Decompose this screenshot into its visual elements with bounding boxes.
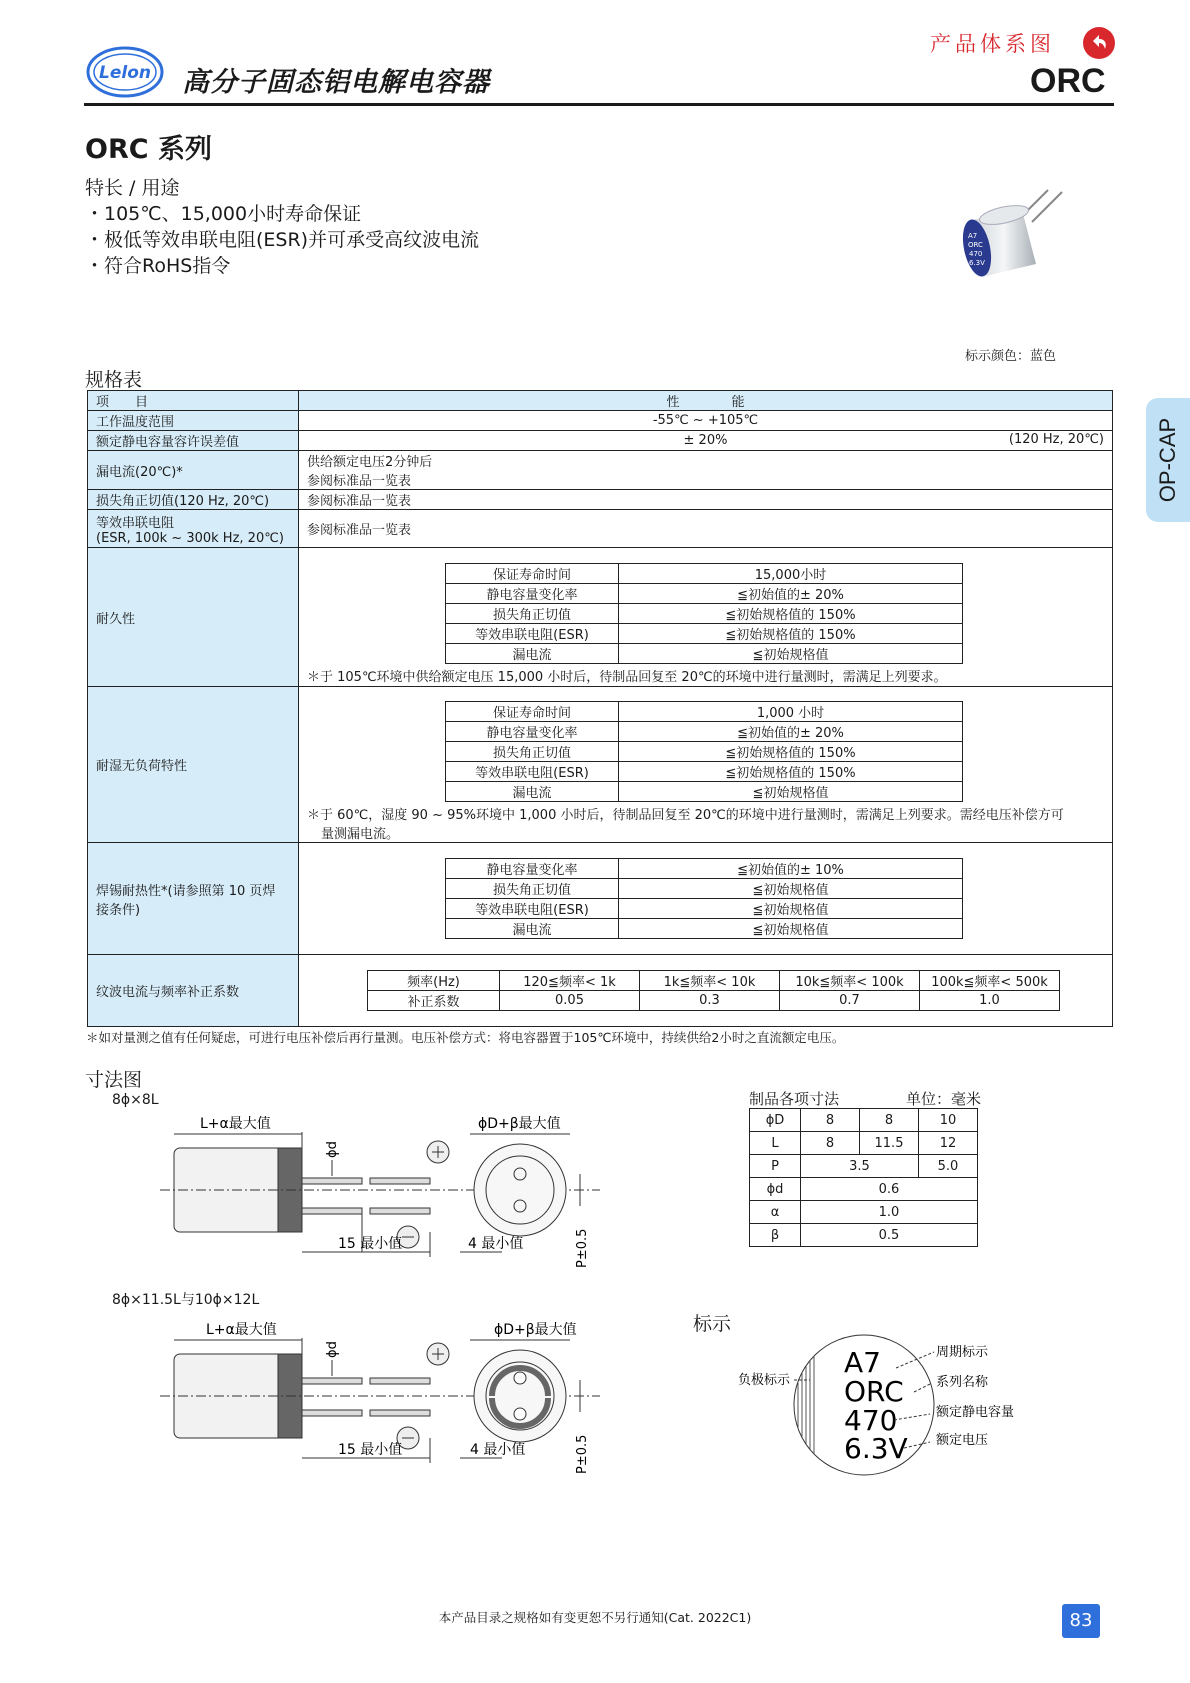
inner-label: 漏电流 [446,644,619,664]
cap-tol-cell [299,431,1113,451]
cap-mark-line: ORC [968,241,983,249]
inner-label: 等效串联电阻(ESR) [446,899,619,919]
feature-item: ・105℃、15,000小时寿命保证 [85,203,362,225]
inner-value: ≦初始值的± 20% [619,584,963,604]
inner-value: ≦初始规格值 [619,899,963,919]
ripple-cell-value: 1.0 [920,991,1060,1011]
inner-label: 保证寿命时间 [446,702,619,722]
ripple-head: 120≦频率< 1k [500,971,640,991]
humidity-cell [299,687,1113,843]
cap-mark-line: A7 [968,232,978,240]
dim-table-title: 制品各项寸法 [749,1090,840,1108]
series-code: ORC [1030,62,1106,100]
tan-value: 参阅标准品一览表 [299,490,1113,510]
row-label-cell [88,843,299,955]
cap-tol-value: ± 20% [683,433,728,448]
inner-label: 静电容量变化率 [446,722,619,742]
row-label: (ESR, 100k ~ 300k Hz, 20℃) [96,530,284,546]
row-label: 接条件) [96,902,141,918]
ripple-cell-value: 0.7 [780,991,920,1011]
inner-value: ≦初始规格值 [619,782,963,802]
inner-label: 保证寿命时间 [446,564,619,584]
feature-item: ・符合RoHS指令 [85,255,231,277]
ripple-cell [299,955,1113,1027]
ripple-head: 10k≦频率< 100k [780,971,920,991]
lelon-logo [86,46,164,98]
spec-footnote: ＊如对量测之值有任何疑虑，可进行电压补偿后再行量测。电压补偿方式：将电容器置于105℃环境中，持续供给2小时之直流额定电压。 [86,1030,845,1045]
ripple-head: 1k≦频率< 10k [640,971,780,991]
dim-cell: 0.6 [801,1178,978,1201]
marking-diagram [734,1330,1024,1480]
ripple-cell-value: 0.3 [640,991,780,1011]
mark-line-3: 470 [844,1404,898,1437]
op-temp-value: -55℃ ~ +105℃ [299,411,1113,431]
l-max-label: L+α最大值 [200,1116,271,1132]
inner-label: 静电容量变化率 [446,584,619,604]
inner-value: ≦初始规格值 [619,919,963,939]
inner-value: ≦初始值的± 10% [619,859,963,879]
inner-value: ≦初始规格值 [619,879,963,899]
marking-item: 周期标示 [936,1345,989,1360]
dimension-drawing-large [160,1318,600,1478]
dim-cell: 10 [919,1109,978,1132]
mark-line-1: A7 [844,1346,881,1379]
back-arrow-icon [1083,27,1115,59]
endurance-note: ＊于 105℃环境中供给额定电压 15,000 小时后，待制品回复至 20℃的环境中进行量测时，需满足上列要求。 [307,670,947,685]
ripple-cell-value: 补正系数 [368,991,500,1011]
inner-value: 1,000 小时 [619,702,963,722]
mark-line-2: ORC [844,1375,904,1408]
solder-table [445,858,963,939]
p-tol-label: P±0.5 [575,1434,590,1474]
dim-cell: 12 [919,1132,978,1155]
row-label: 损失角正切值(120 Hz, 20℃) [88,490,299,510]
humidity-note: ＊于 60℃，湿度 90 ~ 95%环境中 1,000 小时后，待制品回复至 20℃的环境中进行量测时，需满足上列要求。需经电压补偿方可 [307,808,1064,823]
dimension-table [749,1108,978,1247]
row-label: 纹波电流与频率补正系数 [88,955,299,1027]
capacitor-image [952,186,1074,288]
marking-item: 额定静电容量 [936,1405,1015,1420]
row-label: 耐湿无负荷特性 [88,687,299,843]
inner-value: ≦初始值的± 20% [619,722,963,742]
dim-cell: 8 [801,1109,860,1132]
dim-cell: L [750,1132,801,1155]
inner-label: 漏电流 [446,919,619,939]
marking-item: 系列名称 [936,1375,989,1390]
d-max-label: ϕD+β最大值 [494,1322,577,1338]
dim-cell: β [750,1224,801,1247]
dim-cell: 8 [860,1109,919,1132]
marking-label: 标示 [693,1313,732,1335]
inner-value: ≦初始规格值 [619,644,963,664]
dim-cell: 1.0 [801,1201,978,1224]
row-label: 工作温度范围 [88,411,299,431]
dim-cell: 3.5 [801,1155,919,1178]
phi-d-label: ϕd [325,1141,340,1158]
dim-cell: ϕD [750,1109,801,1132]
min4-label: 4 最小值 [468,1236,524,1252]
dimension-drawing-8x8 [160,1112,600,1272]
inner-label: 等效串联电阻(ESR) [446,762,619,782]
ripple-head: 100k≦频率< 500k [920,971,1060,991]
inner-value: ≦初始规格值的 150% [619,604,963,624]
footer-notice: 本产品目录之规格如有变更恕不另行通知(Cat. 2022C1) [438,1610,752,1625]
dim-unit: 单位：毫米 [906,1090,982,1108]
dim-cell: 0.5 [801,1224,978,1247]
feature-item: ・极低等效串联电阻(ESR)并可承受高纹波电流 [85,229,480,251]
side-tab-label: OP-CAP [1155,417,1180,503]
min4-label: 4 最小值 [470,1442,526,1458]
cap-mark-line: 470 [969,250,983,258]
dim-cell: 8 [801,1132,860,1155]
spec-head-item: 项 目 [88,391,299,411]
spec-table [87,390,1113,1027]
row-label: 焊锡耐热性*(请参照第 10 页焊 [96,883,276,899]
header-rule [84,103,1114,106]
p-tol-label: P±0.5 [575,1228,590,1268]
row-label: 耐久性 [88,548,299,687]
inner-label: 漏电流 [446,782,619,802]
series-title: ORC 系列 [85,134,212,165]
ripple-cell-value: 0.05 [500,991,640,1011]
humidity-note: 量测漏电流。 [321,827,400,842]
d-max-label: ϕD+β最大值 [478,1116,561,1132]
marking-item: 额定电压 [936,1433,989,1448]
cap-mark-line: 6.3V [969,259,985,267]
spec-head-perf: 性 能 [299,391,1113,411]
page-title: 高分子固态铝电解电容器 [182,67,490,98]
dim-cell: 11.5 [860,1132,919,1155]
inner-label: 静电容量变化率 [446,859,619,879]
row-label: 漏电流(20℃)* [88,451,299,490]
endurance-table [445,563,963,664]
spec-label: 规格表 [85,369,143,391]
inner-label: 损失角正切值 [446,879,619,899]
inner-label: 损失角正切值 [446,604,619,624]
side-tab-op-cap[interactable] [1146,398,1190,522]
product-system-link[interactable]: 产品体系图 [930,32,1055,56]
dim-cell: 5.0 [919,1155,978,1178]
inner-value: 15,000小时 [619,564,963,584]
negative-mark-label: 负极标示 [738,1373,791,1388]
mark-line-4: 6.3V [844,1432,908,1465]
row-label: 额定静电容量容许误差值 [88,431,299,451]
l-max-label: L+α最大值 [206,1322,277,1338]
inner-label: 损失角正切值 [446,742,619,762]
min15-label: 15 最小值 [338,1236,403,1252]
ripple-head: 频率(Hz) [368,971,500,991]
dim-cell: ϕd [750,1178,801,1201]
color-note: 标示颜色：蓝色 [965,349,1057,364]
row-label-cell [88,510,299,548]
page-number: 83 [1062,1604,1100,1638]
humidity-table [445,701,963,802]
solder-cell [299,843,1113,955]
inner-value: ≦初始规格值的 150% [619,742,963,762]
logo-text: Lelon [99,63,151,83]
back-arrow-button[interactable] [1083,27,1115,59]
ripple-table [367,970,1060,1011]
inner-label: 等效串联电阻(ESR) [446,624,619,644]
endurance-cell [299,548,1113,687]
leak-line: 供给额定电压2分钟后 [307,455,433,470]
min15-label: 15 最小值 [338,1442,403,1458]
dim-cell: α [750,1201,801,1224]
features-heading: 特长 / 用途 [85,177,180,199]
dim-cell: P [750,1155,801,1178]
inner-value: ≦初始规格值的 150% [619,624,963,644]
inner-value: ≦初始规格值的 150% [619,762,963,782]
cap-tol-cond: (120 Hz, 20℃) [1008,432,1104,447]
dims-sub-1: 8ϕ×8L [112,1092,159,1108]
phi-d-label: ϕd [325,1341,340,1358]
leak-line: 参阅标准品一览表 [307,474,412,489]
dims-label: 寸法图 [85,1069,143,1091]
row-label: 等效串联电阻 [96,515,175,531]
esr-value: 参阅标准品一览表 [299,510,1113,548]
leak-cell [299,451,1113,490]
dims-sub-2: 8ϕ×11.5L与10ϕ×12L [112,1292,260,1308]
